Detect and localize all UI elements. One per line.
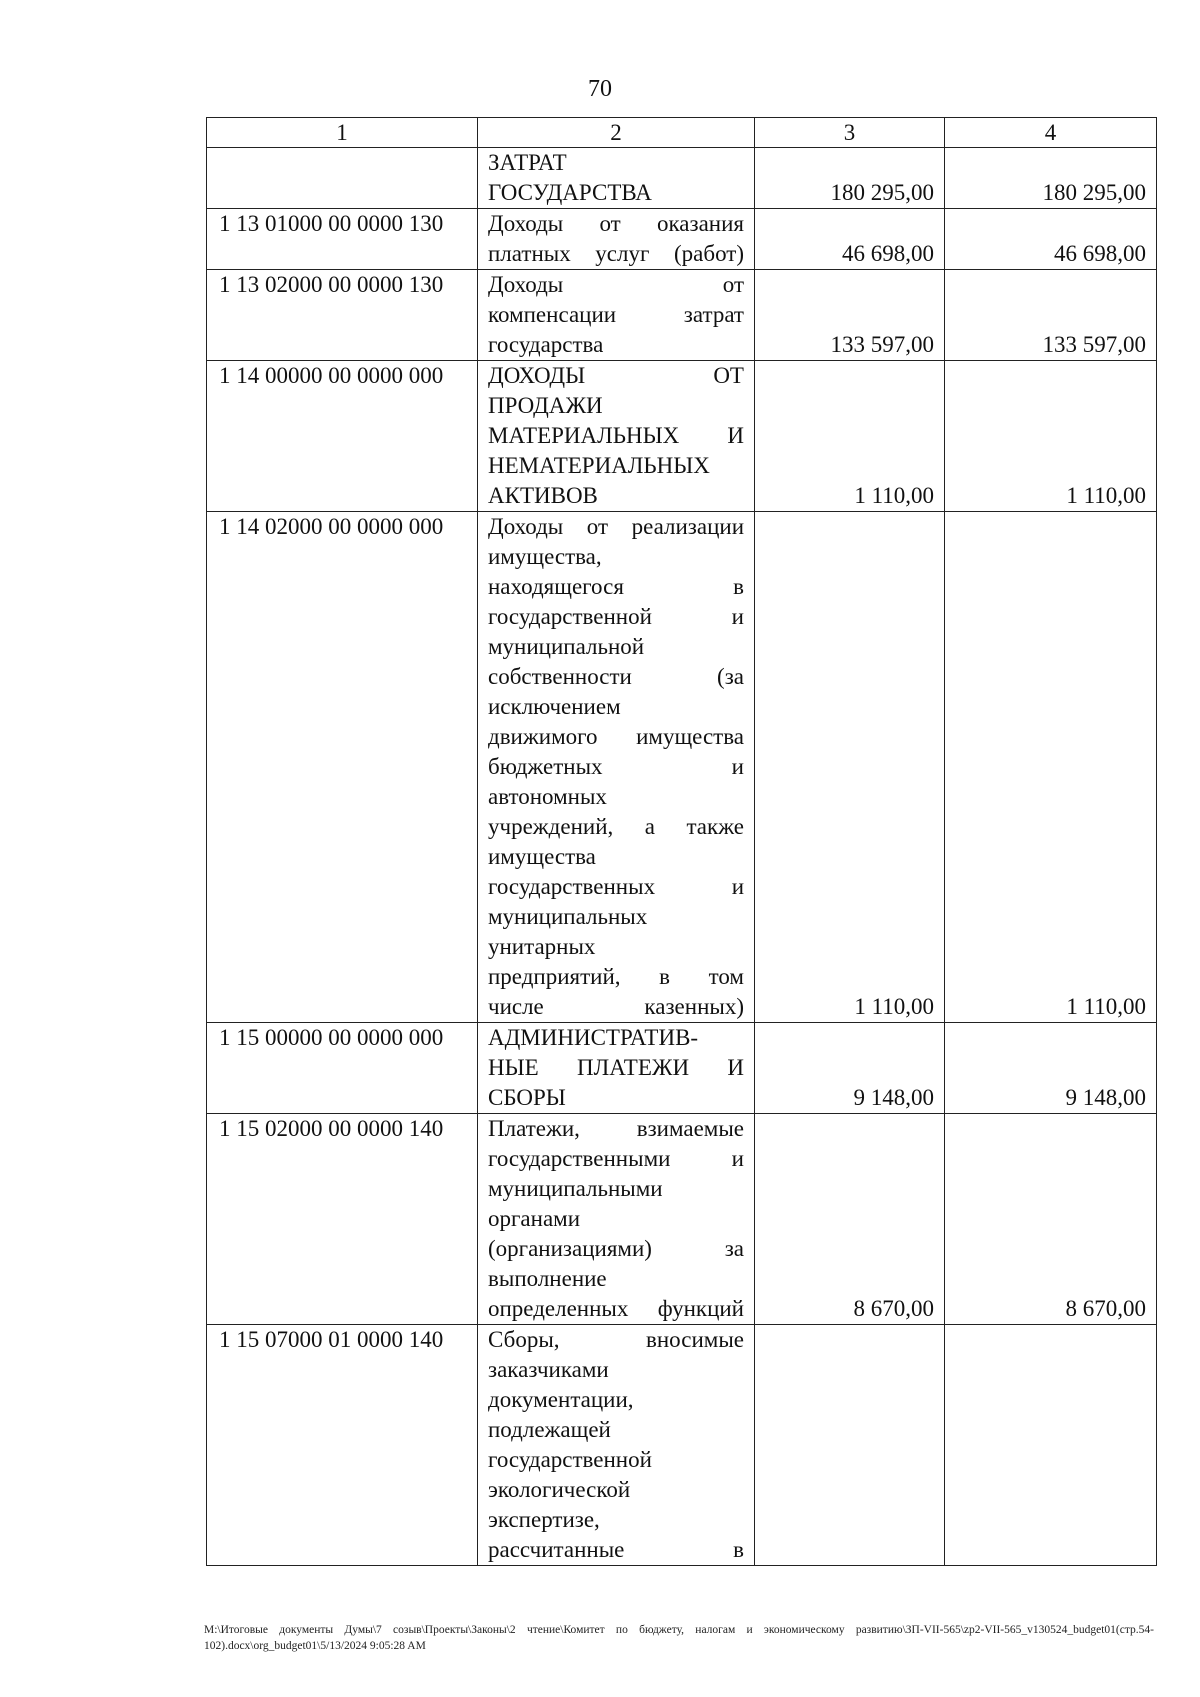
income-name-line: исключением xyxy=(488,694,621,719)
income-name-line: АКТИВОВ xyxy=(488,483,598,508)
income-name-line: (организациями) за xyxy=(488,1236,744,1261)
income-name-line: муниципальных xyxy=(488,904,648,929)
income-name-line: Доходы от оказания xyxy=(488,211,744,236)
amount-col-3-cell: 180 295,00 xyxy=(755,148,945,209)
table-row xyxy=(207,361,1157,512)
income-name-line: определенных функций xyxy=(488,1296,744,1321)
income-name-line: числе казенных) xyxy=(488,994,744,1019)
budget-code-cell: 1 14 02000 00 0000 000 xyxy=(207,512,478,1023)
header-col-3: 3 xyxy=(755,118,945,148)
income-name-line: НЕМАТЕРИАЛЬНЫХ xyxy=(488,453,710,478)
income-name-cell xyxy=(478,270,755,361)
income-name-line: ГОСУДАРСТВА xyxy=(488,180,652,205)
table-row xyxy=(207,512,1157,1023)
budget-table xyxy=(206,117,1157,1566)
budget-code-cell: 1 15 00000 00 0000 000 xyxy=(207,1023,478,1114)
budget-code-cell xyxy=(207,148,478,209)
amount-col-3-cell: 1 110,00 xyxy=(755,361,945,512)
income-name-line: движимого имущества xyxy=(488,724,744,749)
amount-col-4-cell: 9 148,00 xyxy=(945,1023,1157,1114)
income-name-line: подлежащей xyxy=(488,1417,611,1442)
income-name-line: органами xyxy=(488,1206,581,1231)
income-name-line: рассчитанные в xyxy=(488,1537,744,1562)
income-name-line: автономных xyxy=(488,784,607,809)
amount-col-4-cell: 133 597,00 xyxy=(945,270,1157,361)
income-name-line: имущества xyxy=(488,844,596,869)
table-row xyxy=(207,209,1157,270)
header-col-2: 2 xyxy=(478,118,755,148)
income-name-line: ДОХОДЫ ОТ xyxy=(488,363,744,388)
income-name-line: государственной и xyxy=(488,604,744,629)
income-name-cell xyxy=(478,209,755,270)
income-name-line: унитарных xyxy=(488,934,596,959)
amount-col-4-cell: 1 110,00 xyxy=(945,361,1157,512)
income-name-line: ПРОДАЖИ xyxy=(488,393,603,418)
income-name-line: АДМИНИСТРАТИВ- xyxy=(488,1025,699,1050)
amount-col-3-cell xyxy=(755,1325,945,1566)
amount-col-4-cell xyxy=(945,1325,1157,1566)
amount-col-3-cell: 8 670,00 xyxy=(755,1114,945,1325)
table-row xyxy=(207,1325,1157,1566)
amount-col-3-cell: 133 597,00 xyxy=(755,270,945,361)
table-body xyxy=(207,148,1157,1566)
income-name-line: находящегося в xyxy=(488,574,744,599)
header-row xyxy=(207,118,1157,148)
income-name-line: учреждений, а также xyxy=(488,814,744,839)
income-name-line: государственными и xyxy=(488,1146,744,1171)
income-name-line: Сборы, вносимые xyxy=(488,1327,744,1352)
income-name-line: Платежи, взимаемые xyxy=(488,1116,744,1141)
table-row xyxy=(207,1114,1157,1325)
income-name-cell xyxy=(478,1114,755,1325)
income-name-cell xyxy=(478,1325,755,1566)
amount-col-3-cell: 1 110,00 xyxy=(755,512,945,1023)
footer-file-path: М:\Итоговые документы Думы\7 созыв\Проекты\Законы\2 чтение\Комитет по бюджету, налогам и экономическому развитию\ЗП-VII-565\zp2-VII-565_v130524_budget01(стр.54-102).docx\org_budget01\5/13/2024 9:05:28 AM xyxy=(204,1624,1154,1652)
income-name-line: экологической xyxy=(488,1477,631,1502)
income-name-line: Доходы от xyxy=(488,272,744,297)
income-name-line: бюджетных и xyxy=(488,754,744,779)
amount-col-3-cell: 46 698,00 xyxy=(755,209,945,270)
income-name-line: государственной xyxy=(488,1447,652,1472)
income-name-line: СБОРЫ xyxy=(488,1085,566,1110)
budget-code-cell: 1 13 01000 00 0000 130 xyxy=(207,209,478,270)
budget-code-cell: 1 15 07000 01 0000 140 xyxy=(207,1325,478,1566)
income-name-cell xyxy=(478,512,755,1023)
income-name-line: документации, xyxy=(488,1387,634,1412)
amount-col-4-cell: 8 670,00 xyxy=(945,1114,1157,1325)
income-name-line: заказчиками xyxy=(488,1357,609,1382)
income-name-line: государства xyxy=(488,332,604,357)
income-name-line: экспертизе, xyxy=(488,1507,600,1532)
income-name-cell xyxy=(478,148,755,209)
table-row xyxy=(207,148,1157,209)
income-name-line: имущества, xyxy=(488,544,602,569)
income-name-cell xyxy=(478,1023,755,1114)
amount-col-3-cell: 9 148,00 xyxy=(755,1023,945,1114)
table-row xyxy=(207,1023,1157,1114)
income-name-line: собственности (за xyxy=(488,664,744,689)
header-col-1: 1 xyxy=(207,118,478,148)
amount-col-4-cell: 180 295,00 xyxy=(945,148,1157,209)
income-name-line: платных услуг (работ) xyxy=(488,241,744,266)
income-name-cell xyxy=(478,361,755,512)
income-name-line: муниципальной xyxy=(488,634,645,659)
budget-code-cell: 1 14 00000 00 0000 000 xyxy=(207,361,478,512)
amount-col-4-cell: 46 698,00 xyxy=(945,209,1157,270)
income-name-line: МАТЕРИАЛЬНЫХ И xyxy=(488,423,744,448)
budget-code-cell: 1 13 02000 00 0000 130 xyxy=(207,270,478,361)
income-name-line: выполнение xyxy=(488,1266,607,1291)
income-name-line: ЗАТРАТ xyxy=(488,150,567,175)
income-name-line: предприятий, в том xyxy=(488,964,744,989)
income-name-line: Доходы от реализации xyxy=(488,514,744,539)
income-name-line: НЫЕ ПЛАТЕЖИ И xyxy=(488,1055,744,1080)
budget-code-cell: 1 15 02000 00 0000 140 xyxy=(207,1114,478,1325)
table-row xyxy=(207,270,1157,361)
header-col-4: 4 xyxy=(945,118,1157,148)
page-number: 70 xyxy=(588,76,612,102)
income-name-line: государственных и xyxy=(488,874,744,899)
income-name-line: компенсации затрат xyxy=(488,302,744,327)
income-name-line: муниципальными xyxy=(488,1176,663,1201)
amount-col-4-cell: 1 110,00 xyxy=(945,512,1157,1023)
